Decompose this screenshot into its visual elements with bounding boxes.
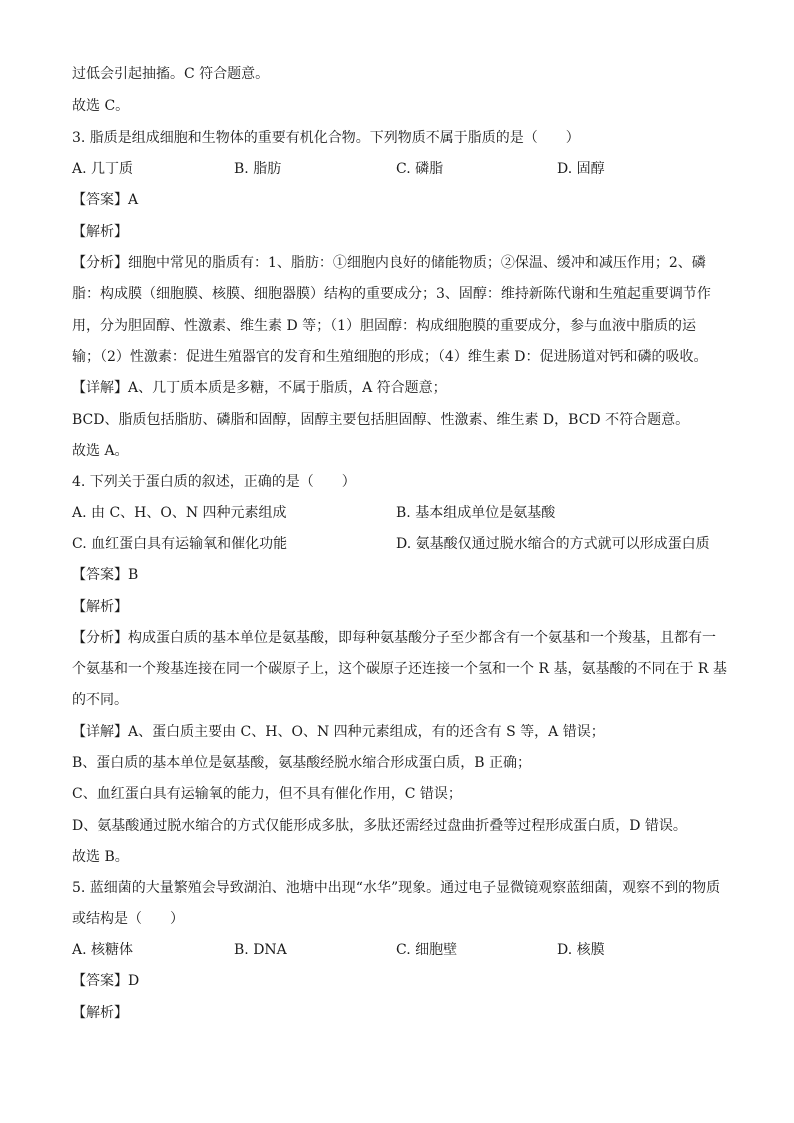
q5-answer: 【答案】D — [72, 973, 140, 989]
text-line: 过低会引起抽搐。C 符合题意。 — [72, 66, 270, 82]
question-5-stem: 5. 蓝细菌的大量繁殖会导致湖泊、池塘中出现“水华”现象。通过电子显微镜观察蓝细菌，观察不到的物质 — [72, 880, 721, 896]
q5-option-d: D. 核膜 — [557, 942, 605, 958]
q3-analysis-text: 脂：构成膜（细胞膜、核膜、细胞器膜）结构的重要成分；3、固醇：维持新陈代谢和生殖起重要调节作 — [72, 286, 711, 302]
q4-detail-text: B、蛋白质的基本单位是氨基酸，氨基酸经脱水缩合形成蛋白质，B 正确； — [72, 755, 532, 771]
text-line: 故选 C。 — [72, 98, 130, 114]
q4-detail-text: D、氨基酸通过脱水缩合的方式仅能形成多肽，多肽还需经过盘曲折叠等过程形成蛋白质，D 错误。 — [72, 818, 687, 834]
q4-option-a: A. 由 C、H、O、N 四种元素组成 — [72, 505, 287, 521]
q4-option-b: B. 基本组成单位是氨基酸 — [396, 505, 556, 521]
q4-answer: 【答案】B — [72, 567, 139, 583]
q5-analysis-heading: 【解析】 — [72, 1005, 128, 1021]
q5-option-c: C. 细胞壁 — [396, 942, 458, 958]
q4-option-d: D. 氨基酸仅通过脱水缩合的方式就可以形成蛋白质 — [396, 536, 710, 552]
q3-option-b: B. 脂肪 — [234, 161, 282, 177]
q4-conclusion: 故选 B。 — [72, 849, 129, 865]
q3-analysis-text: 输；（2）性激素：促进生殖器官的发育和生殖细胞的形成；（4）维生素 D：促进肠道对钙和磷的吸收。 — [72, 349, 708, 365]
q3-analysis-text: 【分析】细胞中常见的脂质有：1、脂肪：①细胞内良好的储能物质；②保温、缓冲和减压作用；2、磷 — [72, 255, 706, 271]
q5-option-b: B. DNA — [234, 942, 287, 958]
q3-detail-text: BCD、脂质包括脂肪、磷脂和固醇，固醇主要包括胆固醇、性激素、维生素 D，BCD 不符合题意。 — [72, 412, 690, 428]
question-3-stem: 3. 脂质是组成细胞和生物体的重要有机化合物。下列物质不属于脂质的是（ ） — [72, 130, 580, 146]
q5-option-a: A. 核糖体 — [72, 942, 134, 958]
q3-option-d: D. 固醇 — [557, 161, 605, 177]
q3-detail-text: 【详解】A、几丁质本质是多糖，不属于脂质，A 符合题意； — [72, 380, 447, 396]
q4-analysis-heading: 【解析】 — [72, 599, 128, 615]
q3-option-a: A. 几丁质 — [72, 161, 134, 177]
q3-option-c: C. 磷脂 — [396, 161, 444, 177]
question-4-stem: 4. 下列关于蛋白质的叙述，正确的是（ ） — [72, 474, 356, 490]
q4-option-c: C. 血红蛋白具有运输氧和催化功能 — [72, 536, 288, 552]
q3-analysis-heading: 【解析】 — [72, 224, 128, 240]
q3-conclusion: 故选 A。 — [72, 443, 129, 459]
q3-answer: 【答案】A — [72, 192, 139, 208]
q4-analysis-text: 【分析】构成蛋白质的基本单位是氨基酸，即每种氨基酸分子至少都含有一个氨基和一个羧基，且都有一 — [72, 630, 716, 646]
q4-detail-text: 【详解】A、蛋白质主要由 C、H、O、N 四种元素组成，有的还含有 S 等，A 错误； — [72, 724, 605, 740]
q4-analysis-text: 的不同。 — [72, 692, 128, 708]
q4-detail-text: C、血红蛋白具有运输氧的能力，但不具有催化作用，C 错误； — [72, 786, 462, 802]
q3-analysis-text: 用，分为胆固醇、性激素、维生素 D 等；（1）胆固醇：构成细胞膜的重要成分，参与血液中脂质的运 — [72, 318, 697, 334]
q4-analysis-text: 个氨基和一个羧基连接在同一个碳原子上，这个碳原子还连接一个氢和一个 R 基，氨基酸的不同在于 R 基 — [72, 661, 727, 677]
question-5-stem: 或结构是（ ） — [72, 911, 184, 927]
